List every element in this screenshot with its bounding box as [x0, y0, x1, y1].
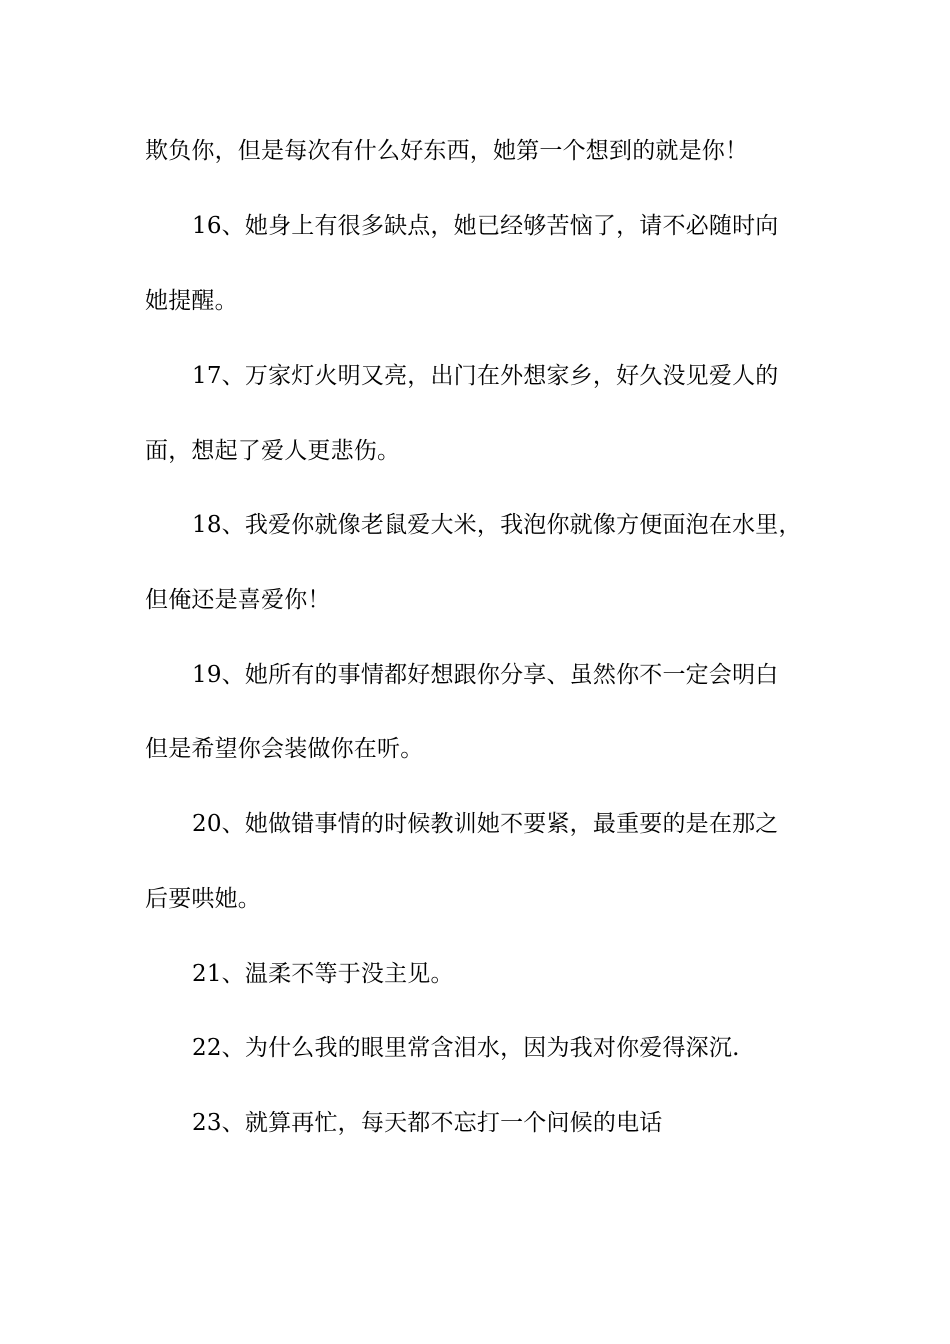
- text-line: 后要哄她。: [145, 886, 261, 912]
- text-line: 19、她所有的事情都好想跟你分享、虽然你不一定会明白: [192, 662, 779, 688]
- text-line: 但是希望你会装做你在听。: [145, 736, 424, 762]
- text-line: 22、为什么我的眼里常含泪水，因为我对你爱得深沉.: [192, 1035, 740, 1061]
- text-line: 面，想起了爱人更悲伤。: [145, 438, 401, 464]
- text-line: 20、她做错事情的时候教训她不要紧，最重要的是在那之: [192, 811, 779, 837]
- text-line: 但俺还是喜爱你！: [145, 587, 331, 613]
- text-line: 16、她身上有很多缺点，她已经够苦恼了，请不必随时向: [192, 213, 779, 239]
- text-line: 她提醒。: [145, 288, 238, 314]
- text-line: 21、温柔不等于没主见。: [192, 961, 454, 987]
- text-line: 欺负你，但是每次有什么好东西，她第一个想到的就是你！: [145, 138, 749, 164]
- text-line: 23、就算再忙，每天都不忘打一个问候的电话: [192, 1110, 663, 1136]
- text-line: 18、我爱你就像老鼠爱大米，我泡你就像方便面泡在水里，: [192, 512, 802, 538]
- text-line: 17、万家灯火明又亮，出门在外想家乡，好久没见爱人的: [192, 363, 779, 389]
